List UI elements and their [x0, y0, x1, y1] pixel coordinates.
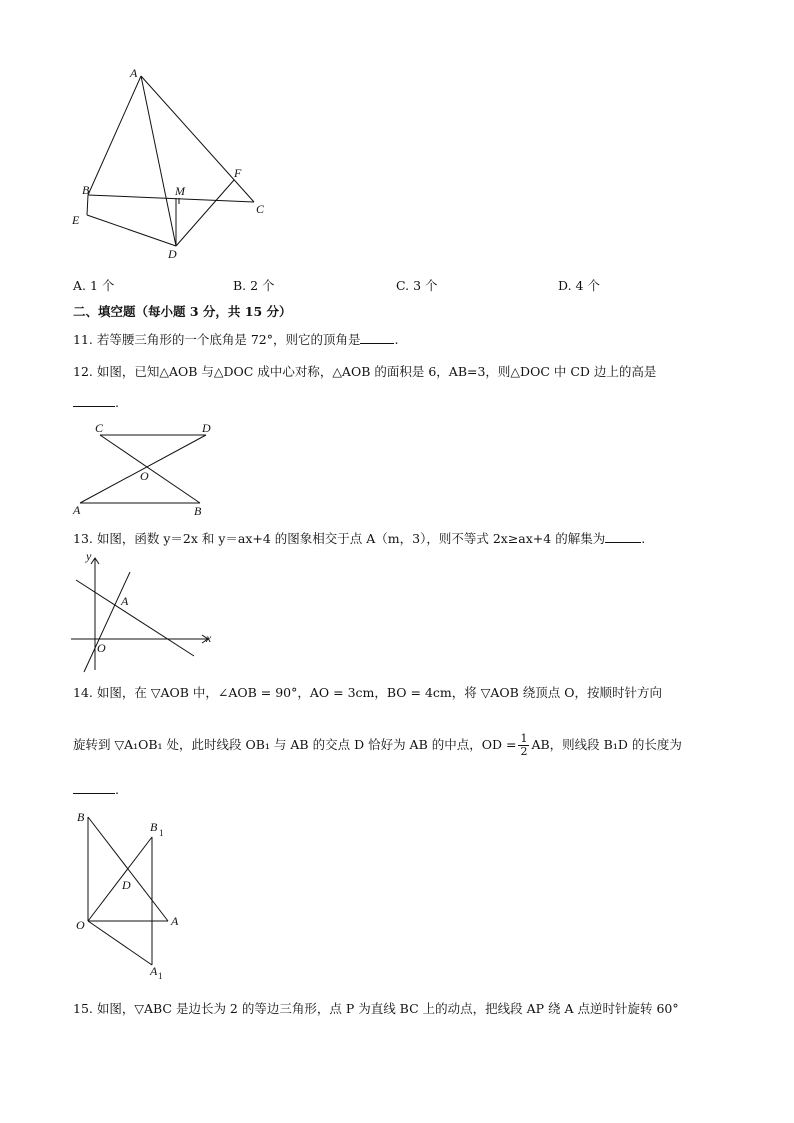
question-13-text: 13. 如图，函数 y＝2x 和 y＝ax+4 的图象相交于点 A（m，3），则不等式 2x≥ax+4 的解集为 [73, 531, 606, 546]
label-F: F [234, 166, 242, 180]
question-14-line-1: 14. 如图，在 ▽AOB 中，∠AOB = 90°，AO = 3cm，BO = 4cm，将 ▽AOB 绕顶点 O，按顺时针方向 [73, 685, 663, 700]
segment-AB [88, 76, 141, 195]
line-y-ax-4 [76, 580, 194, 656]
question-14-answer-line [73, 781, 119, 799]
label-C: C [256, 202, 265, 216]
fraction-denominator: 2 [520, 745, 528, 758]
question-12-answer-line [73, 394, 119, 412]
question-11 [73, 331, 398, 349]
segment-OA1 [88, 921, 152, 965]
label-A1-subscript: 1 [158, 971, 163, 981]
choice-a: A. 1 个 [73, 278, 115, 293]
segment-EB [87, 195, 88, 215]
label-A: A [171, 914, 179, 928]
segment-OB1 [88, 837, 152, 921]
answer-blank-11 [360, 331, 394, 344]
question-12-end: . [115, 395, 119, 410]
label-B: B [194, 504, 202, 518]
label-A1: A [150, 964, 158, 978]
label-B1-subscript: 1 [159, 828, 164, 838]
figure-q14-svg [70, 805, 190, 985]
label-x: x [206, 631, 212, 645]
label-D: D [168, 247, 177, 261]
question-12: 12. 如图，已知△AOB 与△DOC 成中心对称，△AOB 的面积是 6，AB=3，则△DOC 中 CD 边上的高是 [73, 364, 657, 379]
figure-q10 [60, 60, 280, 270]
label-B: B [82, 183, 90, 197]
figure-q12 [70, 418, 220, 520]
segment-AC [141, 76, 254, 202]
question-13-end: . [641, 531, 646, 546]
figure-q13 [66, 548, 226, 678]
question-13 [73, 530, 645, 548]
choice-b: B. 2 个 [233, 278, 275, 293]
figure-q10-svg [60, 60, 280, 270]
question-11-end: . [394, 332, 399, 347]
answer-blank-13 [605, 530, 641, 543]
segment-BC [88, 195, 254, 202]
question-15: 15. 如图，▽ABC 是边长为 2 的等边三角形，点 P 为直线 BC 上的动点，把线段 AP 绕 A 点逆时针旋转 60° [73, 1001, 679, 1016]
label-O: O [140, 469, 149, 483]
figure-q12-svg [70, 418, 220, 520]
choice-d: D. 4 个 [558, 278, 600, 293]
figure-q14 [70, 805, 190, 985]
label-E: E [72, 213, 80, 227]
figure-q13-svg [66, 548, 226, 678]
label-D: D [202, 421, 211, 435]
label-y: y [86, 549, 92, 563]
fraction-numerator: 1 [520, 732, 528, 745]
segment-CB [100, 435, 200, 503]
question-14-text-a: 旋转到 ▽A₁OB₁ 处，此时线段 OB₁ 与 AB 的交点 D 恰好为 AB 的中点，OD = [73, 737, 517, 752]
label-M: M [175, 184, 185, 198]
question-14-text-b: AB，则线段 B₁D 的长度为 [531, 737, 682, 752]
answer-blank-14 [73, 781, 115, 794]
line-y-2x [84, 572, 130, 672]
section-heading: 二、填空题（每小题 3 分，共 15 分） [73, 304, 292, 319]
question-14-line-2 [73, 733, 682, 758]
label-O: O [76, 918, 85, 932]
label-B1: B [150, 820, 158, 834]
answer-blank-12 [73, 394, 115, 407]
label-A: A [130, 66, 138, 80]
label-O: O [97, 641, 106, 655]
label-B: B [77, 810, 85, 824]
label-D: D [122, 878, 131, 892]
segment-AD [141, 76, 176, 246]
question-11-text: 11. 若等腰三角形的一个底角是 72°，则它的顶角是 [73, 332, 361, 347]
question-14-end: . [115, 782, 119, 797]
label-C: C [95, 421, 104, 435]
label-A: A [73, 503, 81, 517]
label-A: A [121, 594, 129, 608]
fraction-one-half [518, 733, 529, 758]
choice-c: C. 3 个 [396, 278, 438, 293]
segment-ED [87, 215, 176, 246]
